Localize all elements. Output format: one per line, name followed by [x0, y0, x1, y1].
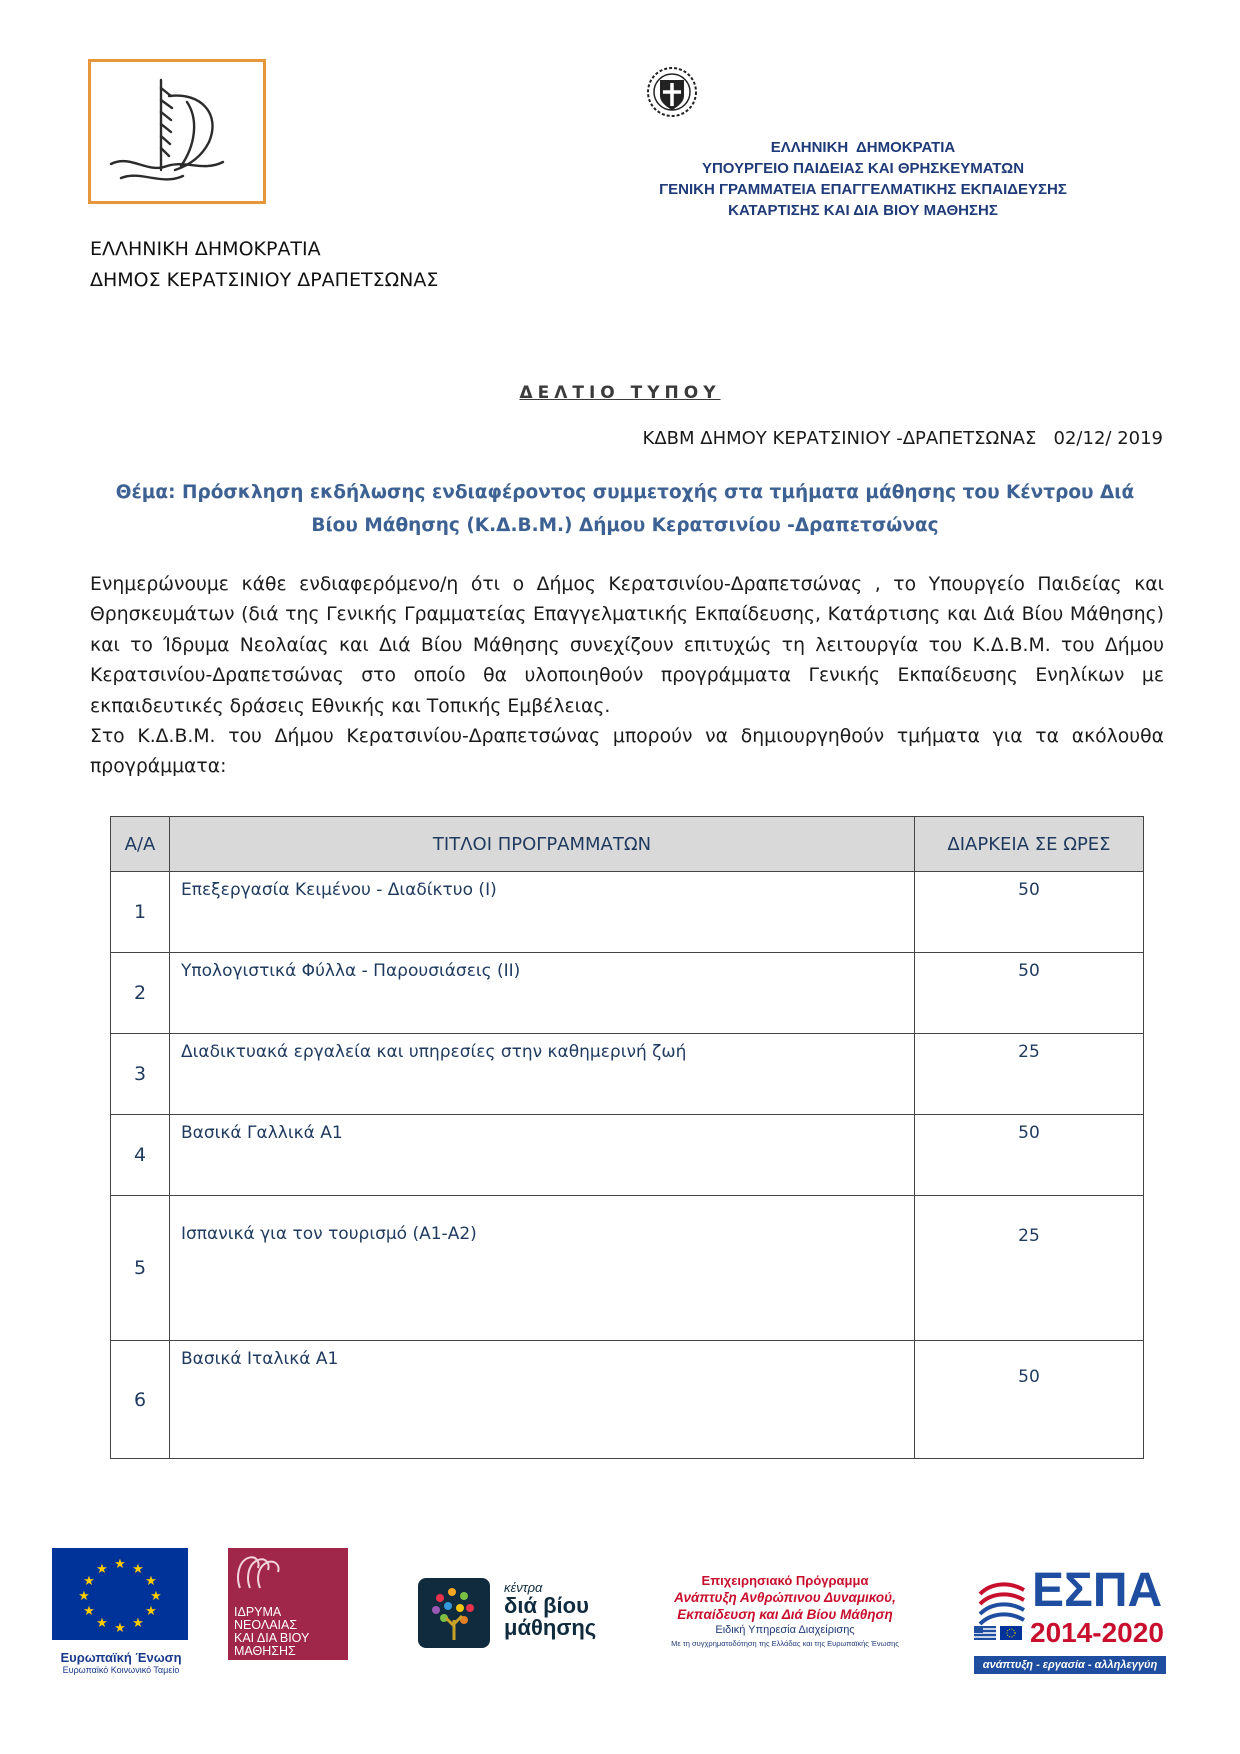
espa-years: 2014-2020: [1030, 1617, 1164, 1648]
kentra-big-2: μάθησης: [504, 1615, 597, 1640]
row-title: Επεξεργασία Κειμένου - Διαδίκτυο (Ι): [170, 872, 915, 953]
svg-text:★: ★: [132, 1562, 144, 1577]
svg-text:★: ★: [114, 1621, 126, 1636]
svg-text:★: ★: [96, 1616, 108, 1631]
header-duration: ΔΙΑΡΚΕΙΑ ΣΕ ΩΡΕΣ: [915, 817, 1144, 872]
row-number: 2: [111, 953, 170, 1034]
dateline: ΚΔΒΜ ΔΗΜΟΥ ΚΕΡΑΤΣΙΝΙΟΥ -ΔΡΑΠΕΤΣΩΝΑΣ 02/12/ 2019: [642, 428, 1163, 449]
svg-text:★: ★: [78, 1589, 90, 1604]
body-paragraph-1: Ενημερώνουμε κάθε ενδιαφερόμενο/η ότι ο Δήμος Κερατσινίου-Δραπετσώνας , το Υπουργείο Παιδείας και Θρησκευμάτων (διά της Γενικής Γραμματείας Επαγγελματικής Εκπαίδευσης, Κατάρτισης και Διά Βίου Μάθησης) και το Ίδρυμα Νεολαίας και Διά Βίου Μάθησης συνεχίζουν επιτυχώς τη λειτουργία του Κ.Δ.Β.Μ. του Δήμου Κερατσινίου-Δραπετσώνας στο οποίο θα υλοποιηθούν προγράμματα Γενικής Εκπαίδευσης Ενηλίκων με εκπαιδευτικές δράσεις Εθνικής και Τοπικής Εμβέλειας.: [90, 574, 1164, 717]
row-title: Ισπανικά για τον τουρισμό (Α1-Α2): [170, 1196, 915, 1341]
svg-text:★: ★: [83, 1604, 95, 1619]
op-line-3: Εκπαίδευση και Διά Βίου Μάθηση: [677, 1607, 893, 1622]
municipality-header: [90, 234, 438, 296]
row-title: Βασικά Γαλλικά Α1: [170, 1115, 915, 1196]
row-number: 4: [111, 1115, 170, 1196]
inedivim-logo: [228, 1548, 348, 1660]
programs-table: [110, 816, 1144, 1459]
op-line-4: Ειδική Υπηρεσία Διαχείρισης: [715, 1624, 855, 1636]
subject: [90, 476, 1160, 542]
row-hours: 50: [915, 1115, 1144, 1196]
espa-slogan: ανάπτυξη - εργασία - αλληλεγγύη: [974, 1656, 1166, 1674]
svg-text:★: ★: [145, 1604, 157, 1619]
inedivim-text: [234, 1606, 309, 1658]
ministry-line-2: ΥΠΟΥΡΓΕΙΟ ΠΑΙΔΕΙΑΣ ΚΑΙ ΘΡΗΣΚΕΥΜΑΤΩΝ: [701, 160, 1025, 177]
espa-title: ΕΣΠΑ: [1032, 1564, 1163, 1617]
table-row: [111, 1196, 1144, 1341]
eu-name: Ευρωπαϊκή Ένωση: [60, 1650, 182, 1665]
tree-icon: [418, 1578, 490, 1648]
op-line-1: Επιχειρησιακό Πρόγραμμα: [701, 1573, 869, 1588]
eu-flag-icon: [52, 1548, 188, 1640]
row-hours: 50: [915, 953, 1144, 1034]
table-row: [111, 872, 1144, 953]
body-paragraph-2: Στο Κ.Δ.Β.Μ. του Δήμου Κερατσινίου-Δραπετσώνας μπορούν να δημιουργηθούν τμήματα για τα ακόλουθα προγράμματα:: [90, 726, 1164, 778]
inedivim-line-3: ΚΑΙ ΔΙΑ ΒΙΟΥ: [234, 1631, 310, 1645]
inedivim-line-4: ΜΑΘΗΣΗΣ: [234, 1644, 296, 1658]
row-hours: 50: [915, 872, 1144, 953]
ministry-header: [600, 137, 1126, 221]
inedivim-line-2: ΝΕΟΛΑΙΑΣ: [234, 1618, 298, 1632]
kentra-tree-icon: [418, 1578, 490, 1648]
eu-fund: Ευρωπαϊκό Κοινωνικό Ταμείο: [62, 1665, 180, 1675]
op-line-5: Με τη συγχρηματοδότηση της Ελλάδας και της Ευρωπαϊκής Ένωσης: [671, 1639, 899, 1648]
espa-logo: [974, 1560, 1166, 1678]
municipality-line-2: ΔΗΜΟΣ ΚΕΡΑΤΣΙΝΙΟΥ ΔΡΑΠΕΤΣΩΝΑΣ: [90, 269, 439, 291]
svg-text:★: ★: [150, 1589, 162, 1604]
eu-logo: [52, 1548, 190, 1678]
municipality-line-1: ΕΛΛΗΝΙΚΗ ΔΗΜΟΚΡΑΤΙΑ: [90, 238, 321, 260]
op-line-2: Ανάπτυξη Ανθρώπινου Δυναμικού,: [674, 1590, 896, 1605]
body-text: [90, 570, 1164, 783]
kentra-small: κέντρα: [504, 1580, 543, 1595]
espa-waves-icon: [976, 1574, 1028, 1634]
header-titles: ΤΙΤΛΟΙ ΠΡΟΓΡΑΜΜΑΤΩΝ: [170, 817, 915, 872]
ministry-line-3: ΓΕΝΙΚΗ ΓΡΑΜΜΑΤΕΙΑ ΕΠΑΓΓΕΛΜΑΤΙΚΗΣ ΕΚΠΑΙΔΕΥΣΗΣ: [659, 181, 1067, 198]
heads-icon: [232, 1552, 282, 1592]
municipality-logo: [88, 59, 266, 204]
row-number: 3: [111, 1034, 170, 1115]
svg-text:★: ★: [132, 1616, 144, 1631]
table-header-row: [111, 817, 1144, 872]
greek-emblem: [646, 66, 698, 118]
row-number: 1: [111, 872, 170, 953]
press-release-title: ΔΕΛΤΙΟ ΤΥΠΟΥ: [519, 383, 721, 403]
ship-icon: [91, 62, 263, 201]
subject-line-1: Θέμα: Πρόσκληση εκδήλωσης ενδιαφέροντος συμμετοχής στα τμήματα μάθησης του Κέντρου Διά: [115, 482, 1135, 503]
coat-of-arms-icon: [646, 66, 698, 118]
ministry-line-4: ΚΑΤΑΡΤΙΣΗΣ ΚΑΙ ΔΙΑ ΒΙΟΥ ΜΑΘΗΣΗΣ: [728, 202, 998, 219]
row-hours: 25: [915, 1196, 1144, 1341]
row-title: Διαδικτυακά εργαλεία και υπηρεσίες στην καθημερινή ζωή: [170, 1034, 915, 1115]
table-row: [111, 953, 1144, 1034]
subject-line-2: Βίου Μάθησης (Κ.Δ.Β.Μ.) Δήμου Κερατσινίου -Δραπετσώνας: [311, 515, 939, 536]
svg-text:★: ★: [114, 1557, 126, 1572]
table-row: [111, 1034, 1144, 1115]
svg-text:★: ★: [145, 1574, 157, 1589]
svg-text:★: ★: [96, 1562, 108, 1577]
kentra-text: [504, 1580, 596, 1639]
row-number: 6: [111, 1341, 170, 1459]
inedivim-line-1: ΙΔΡΥΜΑ: [234, 1605, 282, 1619]
row-number: 5: [111, 1196, 170, 1341]
header-aa: Α/Α: [111, 817, 170, 872]
table-row: [111, 1115, 1144, 1196]
kentra-logo: [418, 1578, 604, 1650]
svg-text:★: ★: [83, 1574, 95, 1589]
flags-icon: [974, 1626, 1024, 1640]
row-hours: 25: [915, 1034, 1144, 1115]
ministry-line-1: ΕΛΛΗΝΙΚΗ ΔΗΜΟΚΡΑΤΙΑ: [770, 139, 956, 156]
operational-programme-logo: [650, 1572, 920, 1662]
row-hours: 50: [915, 1341, 1144, 1459]
row-title: Υπολογιστικά Φύλλα - Παρουσιάσεις (ΙΙ): [170, 953, 915, 1034]
row-title: Βασικά Ιταλικά Α1: [170, 1341, 915, 1459]
table-row: [111, 1341, 1144, 1459]
kentra-big-1: διά βίου: [504, 1593, 589, 1618]
